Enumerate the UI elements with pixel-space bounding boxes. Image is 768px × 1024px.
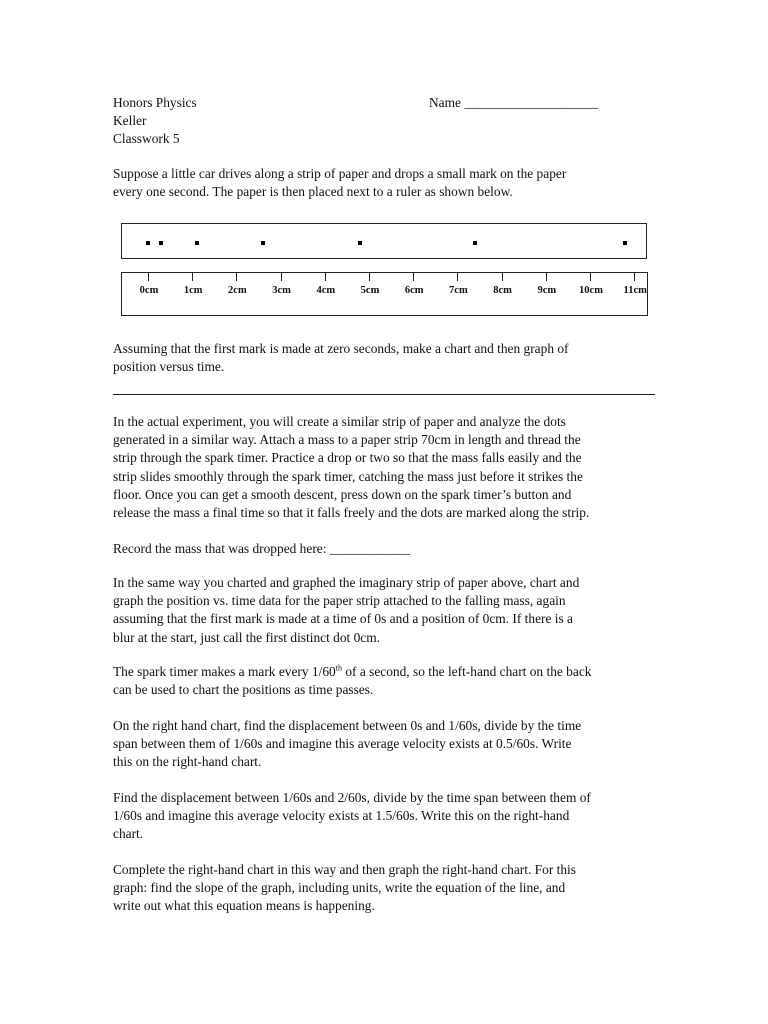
ruler [121, 272, 648, 316]
horizontal-rule [113, 394, 655, 395]
experiment-line: strip slides smoothly through the spark timer, catching the mass just before it strikes the [113, 468, 583, 484]
strip-dot [358, 241, 362, 245]
intro-paragraph [113, 165, 658, 201]
spark-timer-paragraph [113, 663, 658, 699]
ruler-tick-label: 0cm [139, 285, 159, 296]
ruler-tick [148, 273, 149, 281]
experiment-line: floor. Once you can get a smooth descent, press down on the spark timer’s button and [113, 486, 572, 502]
right-chart-line: this on the right-hand chart. [113, 754, 262, 770]
spark-superscript: th [335, 663, 342, 673]
spark-line [113, 663, 658, 681]
spark-text-after: of a second, so the left-hand chart on the back [341, 664, 592, 679]
find-disp-line: chart. [113, 826, 144, 842]
ruler-tick-label: 11cm [623, 285, 647, 296]
same-way-line: blur at the start, just call the first distinct dot 0cm. [113, 629, 381, 645]
assignment-title: Classwork 5 [113, 131, 180, 146]
right-chart-line: On the right hand chart, find the displacement between 0s and 1/60s, divide by the time [113, 718, 582, 733]
strip-dot [195, 241, 199, 245]
intro-line: every one second. The paper is then placed next to a ruler as shown below. [113, 184, 513, 200]
ruler-tick [634, 273, 635, 281]
spark-text-before: The spark timer makes a mark every 1/60 [113, 664, 336, 679]
strip-dot [146, 241, 150, 245]
same-way-line: In the same way you charted and graphed the imaginary strip of paper above, chart and [113, 575, 580, 590]
ruler-tick [413, 273, 414, 281]
ruler-tick [502, 273, 503, 281]
ruler-tick-label: 5cm [360, 285, 380, 296]
ruler-tick-label: 3cm [272, 285, 291, 296]
complete-line: graph: find the slope of the graph, including units, write the equation of the line, and [113, 880, 566, 896]
same-way-line: assuming that the first mark is made at a time of 0s and a position of 0cm. If there is a [113, 611, 574, 627]
ruler-tick [281, 273, 282, 281]
complete-paragraph [113, 861, 658, 916]
ruler-tick [457, 273, 458, 281]
strip-dot [473, 241, 477, 245]
teacher-name: Keller [113, 113, 147, 128]
spark-line: can be used to chart the positions as time passes. [113, 682, 374, 698]
experiment-line: strip through the spark timer. Practice a drop or two so that the mass falls easily and the [113, 450, 582, 466]
strip-dot [159, 241, 163, 245]
task-line: Assuming that the first mark is made at zero seconds, make a chart and then graph of [113, 341, 569, 356]
ruler-tick-label: 9cm [537, 285, 557, 296]
task-paragraph [113, 340, 658, 376]
ruler-tick [325, 273, 326, 281]
experiment-line: release the mass a final time so that it falls freely and the dots are marked along the strip. [113, 505, 590, 521]
strip-dot [261, 241, 265, 245]
course-title: Honors Physics [113, 95, 197, 110]
ruler-tick-label: 6cm [404, 285, 424, 296]
complete-line: Complete the right-hand chart in this way and then graph the right-hand chart. For this [113, 862, 576, 877]
paper-strip [121, 223, 647, 259]
find-disp-line: Find the displacement between 1/60s and 2/60s, divide by the time span between them of [113, 790, 591, 805]
experiment-line: In the actual experiment, you will create a similar strip of paper and analyze the dots [113, 414, 566, 429]
ruler-tick-label: 8cm [493, 285, 512, 296]
right-chart-paragraph [113, 717, 658, 772]
ruler-tick-label: 1cm [183, 285, 203, 296]
ruler-tick-label: 4cm [316, 285, 336, 296]
right-chart-line: span between them of 1/60s and imagine this average velocity exists at 0.5/60s. Write [113, 736, 572, 752]
strip-dot [623, 241, 627, 245]
ruler-tick [236, 273, 237, 281]
experiment-line: generated in a similar way. Attach a mass to a paper strip 70cm in length and thread the [113, 432, 581, 448]
ruler-tick [192, 273, 193, 281]
ruler-tick-label: 10cm [579, 285, 603, 296]
find-displacement-paragraph [113, 789, 658, 844]
experiment-paragraph [113, 413, 658, 522]
find-disp-line: 1/60s and imagine this average velocity exists at 1.5/60s. Write this on the right-hand [113, 808, 570, 824]
ruler-tick [546, 273, 547, 281]
complete-line: write out what this equation means is happening. [113, 898, 375, 914]
name-field: Name ____________________ [429, 95, 599, 110]
task-line: position versus time. [113, 359, 225, 375]
ruler-tick-label: 7cm [449, 285, 468, 296]
same-way-line: graph the position vs. time data for the paper strip attached to the falling mass, again [113, 593, 566, 609]
intro-line: Suppose a little car drives along a strip of paper and drops a small mark on the paper [113, 166, 567, 181]
same-way-paragraph [113, 574, 658, 647]
ruler-tick [369, 273, 370, 281]
record-mass-line: Record the mass that was dropped here: ____________ [113, 541, 411, 556]
ruler-tick [590, 273, 591, 281]
ruler-tick-label: 2cm [228, 285, 247, 296]
